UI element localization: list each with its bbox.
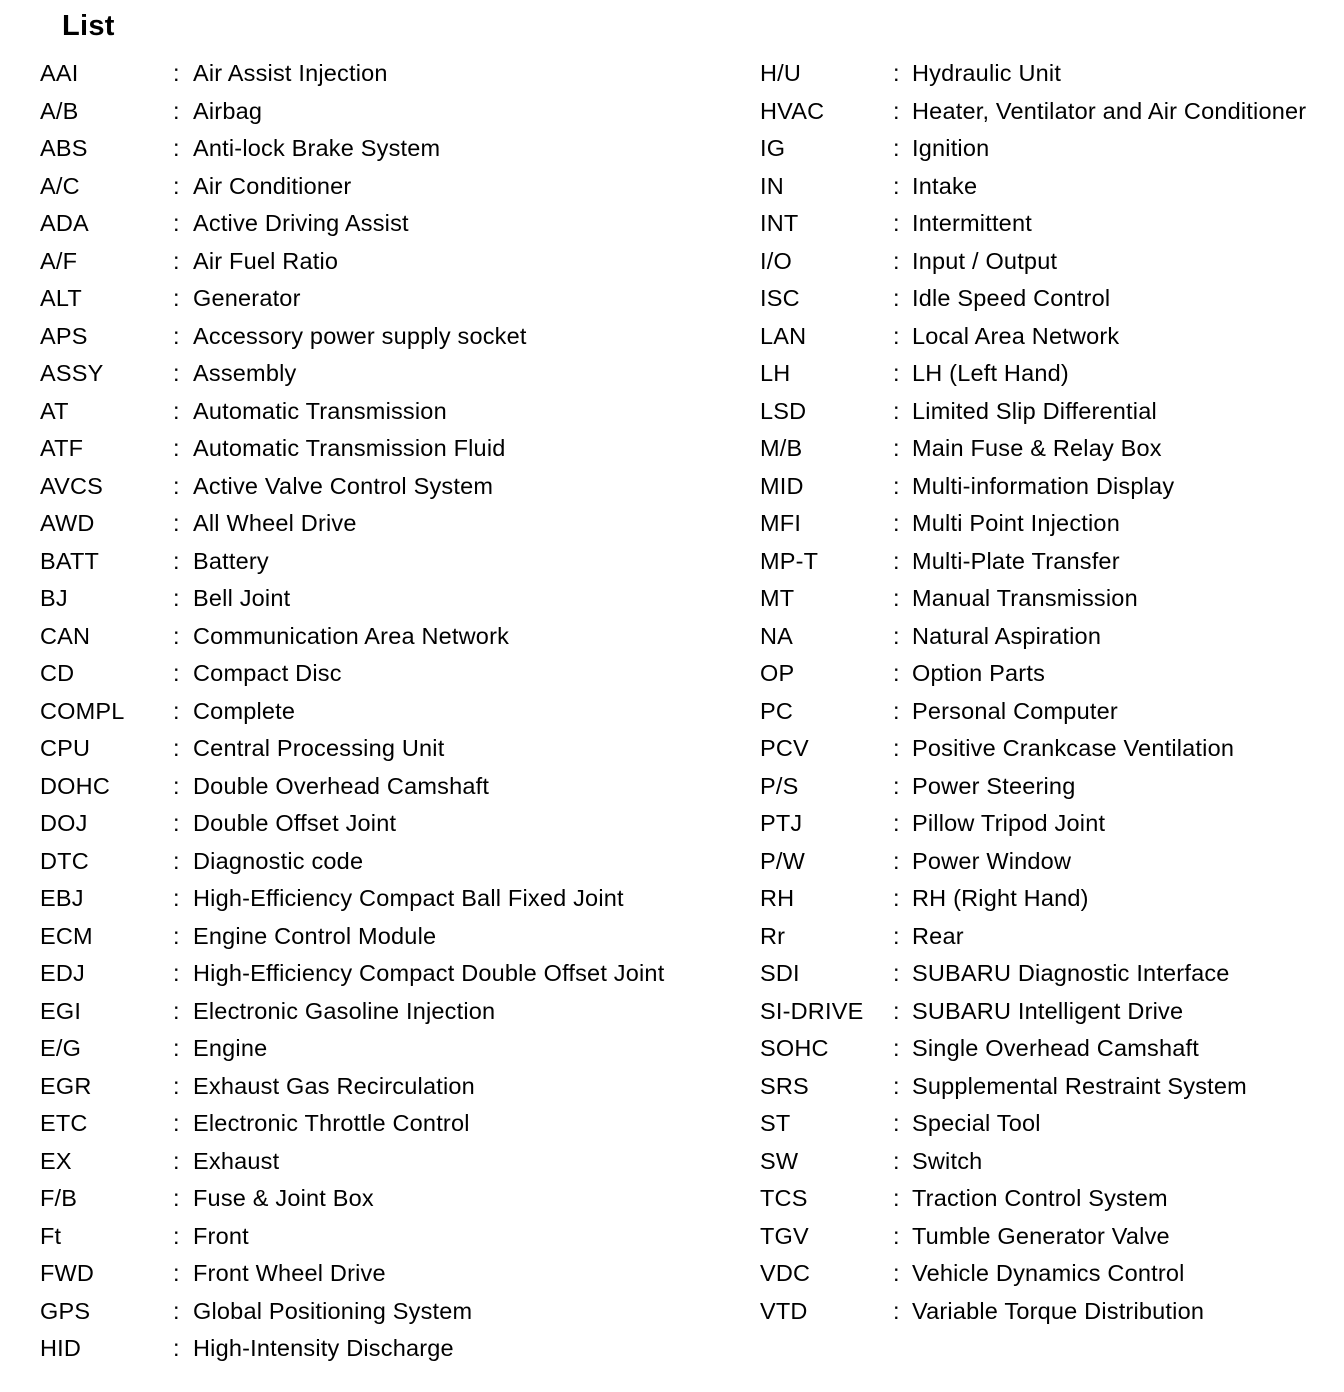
abbreviation-entry <box>760 1105 1344 1143</box>
abbreviation-entry <box>760 130 1344 168</box>
abbreviation-separator: : <box>893 1035 900 1061</box>
abbreviation-term: EGI <box>40 997 82 1024</box>
abbreviation-entry <box>40 1030 740 1068</box>
abbreviation-separator: : <box>173 172 180 199</box>
abbreviation-separator: : <box>173 697 180 724</box>
abbreviation-entry <box>760 1180 1344 1218</box>
abbreviation-term: F/B <box>40 1185 78 1211</box>
abbreviation-separator: : <box>893 135 900 161</box>
abbreviation-separator: : <box>893 1110 900 1136</box>
abbreviation-entry <box>760 93 1344 131</box>
abbreviation-definition: Electronic Throttle Control <box>193 1110 470 1136</box>
abbreviation-definition: Fuse & Joint Box <box>193 1185 374 1211</box>
abbreviation-definition: Supplemental Restraint System <box>912 1072 1247 1099</box>
abbreviation-entry <box>760 55 1344 93</box>
abbreviation-term: CPU <box>40 735 91 761</box>
abbreviation-definition: Global Positioning System <box>193 1297 473 1324</box>
abbreviation-term: ECM <box>40 922 93 949</box>
abbreviation-definition: Multi-information Display <box>912 472 1175 499</box>
abbreviation-definition: High-Intensity Discharge <box>193 1335 454 1361</box>
abbreviation-separator: : <box>173 585 180 611</box>
abbreviation-term: FWD <box>40 1260 95 1286</box>
abbreviation-separator: : <box>893 210 900 236</box>
abbreviation-term: ALT <box>40 285 82 311</box>
abbreviation-term: RH <box>760 885 795 911</box>
abbreviation-separator: : <box>173 960 180 986</box>
abbreviation-term: LH <box>760 360 791 386</box>
abbreviation-separator: : <box>173 360 180 386</box>
abbreviation-entry <box>40 1143 740 1181</box>
abbreviation-definition: Natural Aspiration <box>912 622 1102 649</box>
abbreviation-entry <box>40 805 740 843</box>
abbreviation-definition: Main Fuse & Relay Box <box>912 435 1162 461</box>
abbreviation-definition: Air Fuel Ratio <box>193 247 339 274</box>
abbreviation-definition: Intermittent <box>912 210 1032 236</box>
abbreviation-entry <box>760 355 1344 393</box>
abbreviation-separator: : <box>173 1072 180 1099</box>
abbreviation-definition: Tumble Generator Valve <box>912 1222 1170 1249</box>
abbreviation-term: OP <box>760 660 795 686</box>
abbreviation-separator: : <box>173 435 180 461</box>
abbreviation-term: AAI <box>40 60 79 86</box>
abbreviation-entry <box>40 955 740 993</box>
abbreviation-definition: Heater, Ventilator and Air Conditioner <box>912 97 1307 124</box>
abbreviation-entry <box>760 393 1344 431</box>
abbreviation-definition: Special Tool <box>912 1110 1041 1136</box>
abbreviation-separator: : <box>893 772 900 799</box>
abbreviation-term: PCV <box>760 735 809 761</box>
abbreviation-term: MP-T <box>760 547 819 574</box>
abbreviation-definition: Single Overhead Camshaft <box>912 1035 1199 1061</box>
abbreviation-entry <box>760 430 1344 468</box>
abbreviation-definition: High-Efficiency Compact Ball Fixed Joint <box>193 885 624 911</box>
abbreviation-definition: Electronic Gasoline Injection <box>193 997 496 1024</box>
abbreviation-term: Ft <box>40 1222 62 1249</box>
abbreviation-entry <box>40 618 740 656</box>
abbreviation-term: AVCS <box>40 472 104 499</box>
page-title: List <box>62 10 115 42</box>
abbreviation-entry <box>40 355 740 393</box>
abbreviation-separator: : <box>893 810 900 836</box>
abbreviation-separator: : <box>893 1147 900 1174</box>
abbreviation-term: SW <box>760 1147 799 1174</box>
abbreviation-separator: : <box>173 772 180 799</box>
abbreviation-separator: : <box>173 472 180 499</box>
abbreviation-entry <box>40 918 740 956</box>
abbreviation-entry <box>760 655 1344 693</box>
abbreviation-separator: : <box>173 922 180 949</box>
abbreviation-separator: : <box>173 847 180 874</box>
abbreviation-definition: Air Assist Injection <box>193 60 388 86</box>
abbreviation-entry <box>760 918 1344 956</box>
abbreviation-term: EDJ <box>40 960 85 986</box>
abbreviation-entry <box>40 393 740 431</box>
abbreviation-term: I/O <box>760 247 792 274</box>
abbreviation-separator: : <box>893 735 900 761</box>
abbreviation-definition: Pillow Tripod Joint <box>912 810 1106 836</box>
abbreviation-entry <box>40 243 740 281</box>
abbreviation-definition: Vehicle Dynamics Control <box>912 1260 1185 1286</box>
abbreviation-entry <box>40 55 740 93</box>
abbreviation-separator: : <box>173 1147 180 1174</box>
abbreviation-definition: Rear <box>912 922 964 949</box>
abbreviation-term: DOHC <box>40 772 110 799</box>
abbreviation-entry <box>760 243 1344 281</box>
abbreviation-definition: SUBARU Intelligent Drive <box>912 997 1184 1024</box>
abbreviation-column-right <box>760 55 1344 1330</box>
abbreviation-separator: : <box>173 622 180 649</box>
abbreviation-entry <box>760 1143 1344 1181</box>
abbreviation-entry <box>40 430 740 468</box>
abbreviation-entry <box>760 993 1344 1031</box>
abbreviation-definition: Active Valve Control System <box>193 472 494 499</box>
abbreviation-separator: : <box>173 1260 180 1286</box>
abbreviation-term: EGR <box>40 1072 92 1099</box>
abbreviation-separator: : <box>893 472 900 499</box>
abbreviation-term: TGV <box>760 1222 809 1249</box>
abbreviation-term: COMPL <box>40 697 125 724</box>
abbreviation-entry <box>40 280 740 318</box>
abbreviation-separator: : <box>893 547 900 574</box>
abbreviation-separator: : <box>893 322 900 349</box>
abbreviation-definition: Input / Output <box>912 247 1058 274</box>
abbreviation-term: SOHC <box>760 1035 829 1061</box>
abbreviation-separator: : <box>173 660 180 686</box>
abbreviation-definition: LH (Left Hand) <box>912 360 1069 386</box>
abbreviation-term: LSD <box>760 397 807 424</box>
abbreviation-term: Rr <box>760 922 786 949</box>
abbreviation-definition: Option Parts <box>912 660 1046 686</box>
abbreviation-term: A/C <box>40 172 80 199</box>
abbreviation-separator: : <box>893 1072 900 1099</box>
abbreviation-definition: Assembly <box>193 360 297 386</box>
abbreviation-definition: RH (Right Hand) <box>912 885 1089 911</box>
abbreviation-separator: : <box>173 735 180 761</box>
abbreviation-entry <box>760 730 1344 768</box>
abbreviation-definition: Airbag <box>193 97 263 124</box>
abbreviation-term: BATT <box>40 547 100 574</box>
abbreviation-separator: : <box>173 60 180 86</box>
abbreviation-term: AWD <box>40 510 95 536</box>
abbreviation-entry <box>40 168 740 206</box>
abbreviation-entry <box>760 618 1344 656</box>
abbreviation-term: NA <box>760 622 794 649</box>
abbreviation-entry <box>760 205 1344 243</box>
abbreviation-separator: : <box>893 660 900 686</box>
abbreviation-definition: Front <box>193 1222 249 1249</box>
abbreviation-entry <box>40 693 740 731</box>
abbreviation-term: ATF <box>40 435 84 461</box>
abbreviation-entry <box>760 955 1344 993</box>
abbreviation-definition: Ignition <box>912 135 990 161</box>
abbreviation-term: ISC <box>760 285 800 311</box>
abbreviation-entry <box>40 318 740 356</box>
abbreviation-term: ADA <box>40 210 89 236</box>
abbreviation-term: GPS <box>40 1297 91 1324</box>
abbreviation-definition: Active Driving Assist <box>193 210 409 236</box>
abbreviation-separator: : <box>893 847 900 874</box>
abbreviation-term: BJ <box>40 585 68 611</box>
abbreviation-separator: : <box>173 997 180 1024</box>
abbreviation-definition: Compact Disc <box>193 660 342 686</box>
abbreviation-definition: Front Wheel Drive <box>193 1260 386 1286</box>
abbreviation-entry <box>40 1330 740 1368</box>
abbreviation-definition: Variable Torque Distribution <box>912 1297 1205 1324</box>
abbreviation-entry <box>760 805 1344 843</box>
abbreviation-separator: : <box>893 1185 900 1211</box>
abbreviation-entry <box>760 543 1344 581</box>
abbreviation-definition: Local Area Network <box>912 322 1120 349</box>
abbreviation-entry <box>40 1293 740 1331</box>
abbreviation-separator: : <box>173 322 180 349</box>
abbreviation-term: A/F <box>40 247 78 274</box>
abbreviation-entry <box>40 1218 740 1256</box>
abbreviation-definition: Complete <box>193 697 296 724</box>
abbreviation-definition: Switch <box>912 1147 983 1174</box>
abbreviation-definition: Generator <box>193 285 301 311</box>
abbreviation-separator: : <box>893 397 900 424</box>
abbreviation-entry <box>40 1068 740 1106</box>
abbreviation-term: LAN <box>760 322 807 349</box>
abbreviation-definition: Air Conditioner <box>193 172 352 199</box>
abbreviation-term: P/W <box>760 847 805 874</box>
abbreviation-separator: : <box>893 1222 900 1249</box>
abbreviation-definition: Engine <box>193 1035 268 1061</box>
abbreviation-entry <box>40 505 740 543</box>
abbreviation-separator: : <box>173 97 180 124</box>
abbreviation-term: SDI <box>760 960 800 986</box>
abbreviation-entry <box>760 580 1344 618</box>
abbreviation-entry <box>760 505 1344 543</box>
abbreviation-separator: : <box>173 885 180 911</box>
abbreviation-definition: Multi Point Injection <box>912 510 1120 536</box>
abbreviation-separator: : <box>173 247 180 274</box>
abbreviation-definition: Double Offset Joint <box>193 810 397 836</box>
abbreviation-separator: : <box>893 1260 900 1286</box>
abbreviation-definition: Multi-Plate Transfer <box>912 547 1120 574</box>
abbreviation-term: ST <box>760 1110 791 1136</box>
abbreviation-separator: : <box>173 285 180 311</box>
abbreviation-term: VDC <box>760 1260 811 1286</box>
abbreviation-entry <box>760 1255 1344 1293</box>
abbreviation-separator: : <box>173 397 180 424</box>
abbreviation-entry <box>40 1255 740 1293</box>
abbreviation-separator: : <box>173 1222 180 1249</box>
abbreviation-entry <box>40 730 740 768</box>
abbreviation-definition: Bell Joint <box>193 585 291 611</box>
abbreviation-entry <box>760 880 1344 918</box>
abbreviation-entry <box>40 580 740 618</box>
abbreviation-definition: Positive Crankcase Ventilation <box>912 735 1235 761</box>
abbreviation-term: SI-DRIVE <box>760 997 864 1024</box>
abbreviation-entry <box>40 543 740 581</box>
abbreviation-definition: Automatic Transmission Fluid <box>193 435 506 461</box>
abbreviation-separator: : <box>893 960 900 986</box>
abbreviation-separator: : <box>893 285 900 311</box>
abbreviation-entry <box>760 843 1344 881</box>
abbreviation-entry <box>760 768 1344 806</box>
abbreviation-term: ABS <box>40 135 88 161</box>
abbreviation-separator: : <box>893 622 900 649</box>
abbreviation-entry <box>760 693 1344 731</box>
abbreviation-separator: : <box>893 97 900 124</box>
abbreviation-separator: : <box>173 1110 180 1136</box>
abbreviation-separator: : <box>893 172 900 199</box>
abbreviation-definition: Exhaust Gas Recirculation <box>193 1072 475 1099</box>
abbreviation-term: EBJ <box>40 885 84 911</box>
abbreviation-separator: : <box>893 247 900 274</box>
abbreviation-separator: : <box>173 1185 180 1211</box>
abbreviation-definition: Engine Control Module <box>193 922 437 949</box>
abbreviation-entry <box>760 1218 1344 1256</box>
abbreviation-term: CAN <box>40 622 91 649</box>
abbreviation-separator: : <box>893 1297 900 1324</box>
abbreviation-term: MFI <box>760 510 802 536</box>
abbreviation-definition: Intake <box>912 172 978 199</box>
abbreviation-term: IN <box>760 172 784 199</box>
abbreviation-term: A/B <box>40 97 79 124</box>
abbreviation-entry <box>40 468 740 506</box>
abbreviation-term: ASSY <box>40 360 104 386</box>
abbreviation-term: PC <box>760 697 794 724</box>
abbreviation-definition: Communication Area Network <box>193 622 510 649</box>
abbreviation-term: EX <box>40 1147 72 1174</box>
abbreviation-term: ETC <box>40 1110 88 1136</box>
abbreviation-separator: : <box>173 1335 180 1361</box>
abbreviation-definition: Idle Speed Control <box>912 285 1111 311</box>
abbreviation-term: DTC <box>40 847 89 874</box>
abbreviation-term: CD <box>40 660 75 686</box>
abbreviation-separator: : <box>173 210 180 236</box>
abbreviation-separator: : <box>893 885 900 911</box>
abbreviation-term: TCS <box>760 1185 808 1211</box>
abbreviation-separator: : <box>893 510 900 536</box>
abbreviation-entry <box>40 93 740 131</box>
abbreviation-definition: SUBARU Diagnostic Interface <box>912 960 1230 986</box>
abbreviation-entry <box>40 768 740 806</box>
abbreviation-separator: : <box>173 510 180 536</box>
abbreviation-entry <box>40 993 740 1031</box>
abbreviation-separator: : <box>893 585 900 611</box>
abbreviation-entry <box>760 318 1344 356</box>
abbreviation-term: HID <box>40 1335 82 1361</box>
abbreviation-entry <box>40 205 740 243</box>
abbreviation-entry <box>760 1293 1344 1331</box>
abbreviation-definition: Limited Slip Differential <box>912 397 1157 424</box>
abbreviation-definition: Manual Transmission <box>912 585 1138 611</box>
abbreviation-separator: : <box>893 60 900 86</box>
abbreviation-term: HVAC <box>760 97 825 124</box>
abbreviation-definition: Diagnostic code <box>193 847 364 874</box>
abbreviation-separator: : <box>893 360 900 386</box>
abbreviation-entry <box>40 1105 740 1143</box>
abbreviation-separator: : <box>893 922 900 949</box>
abbreviation-definition: All Wheel Drive <box>193 510 357 536</box>
abbreviation-definition: Exhaust <box>193 1147 280 1174</box>
abbreviation-term: P/S <box>760 772 799 799</box>
abbreviation-term: MT <box>760 585 795 611</box>
abbreviation-entry <box>40 843 740 881</box>
abbreviation-definition: Power Steering <box>912 772 1076 799</box>
abbreviation-definition: Automatic Transmission <box>193 397 447 424</box>
abbreviation-term: M/B <box>760 435 803 461</box>
abbreviation-entry <box>760 1030 1344 1068</box>
abbreviation-term: VTD <box>760 1297 808 1324</box>
abbreviation-definition: Central Processing Unit <box>193 735 445 761</box>
abbreviation-term: PTJ <box>760 810 803 836</box>
abbreviation-term: E/G <box>40 1035 82 1061</box>
abbreviation-entry <box>40 1180 740 1218</box>
abbreviation-entry <box>760 168 1344 206</box>
abbreviation-definition: Power Window <box>912 847 1072 874</box>
abbreviation-separator: : <box>173 547 180 574</box>
abbreviation-entry <box>40 655 740 693</box>
abbreviation-definition: Traction Control System <box>912 1185 1168 1211</box>
abbreviation-separator: : <box>893 997 900 1024</box>
abbreviation-entry <box>760 1068 1344 1106</box>
abbreviation-definition: Accessory power supply socket <box>193 322 527 349</box>
abbreviation-definition: Anti-lock Brake System <box>193 135 441 161</box>
abbreviation-term: AT <box>40 397 69 424</box>
abbreviation-separator: : <box>173 1297 180 1324</box>
abbreviation-term: APS <box>40 322 88 349</box>
abbreviation-column-left <box>40 55 740 1368</box>
abbreviation-term: H/U <box>760 60 802 86</box>
abbreviation-definition: Personal Computer <box>912 697 1118 724</box>
abbreviation-definition: Battery <box>193 547 269 574</box>
abbreviation-entry <box>760 468 1344 506</box>
abbreviation-term: INT <box>760 210 799 236</box>
abbreviation-term: MID <box>760 472 804 499</box>
abbreviation-term: DOJ <box>40 810 88 836</box>
abbreviation-entry <box>40 130 740 168</box>
abbreviation-term: SRS <box>760 1072 809 1099</box>
abbreviation-separator: : <box>173 135 180 161</box>
abbreviation-definition: High-Efficiency Compact Double Offset Joint <box>193 960 665 986</box>
abbreviation-definition: Hydraulic Unit <box>912 60 1062 86</box>
abbreviation-entry <box>760 280 1344 318</box>
abbreviation-term: IG <box>760 135 786 161</box>
abbreviation-separator: : <box>173 810 180 836</box>
abbreviation-separator: : <box>173 1035 180 1061</box>
abbreviation-separator: : <box>893 435 900 461</box>
abbreviation-definition: Double Overhead Camshaft <box>193 772 490 799</box>
abbreviation-entry <box>40 880 740 918</box>
abbreviation-separator: : <box>893 697 900 724</box>
